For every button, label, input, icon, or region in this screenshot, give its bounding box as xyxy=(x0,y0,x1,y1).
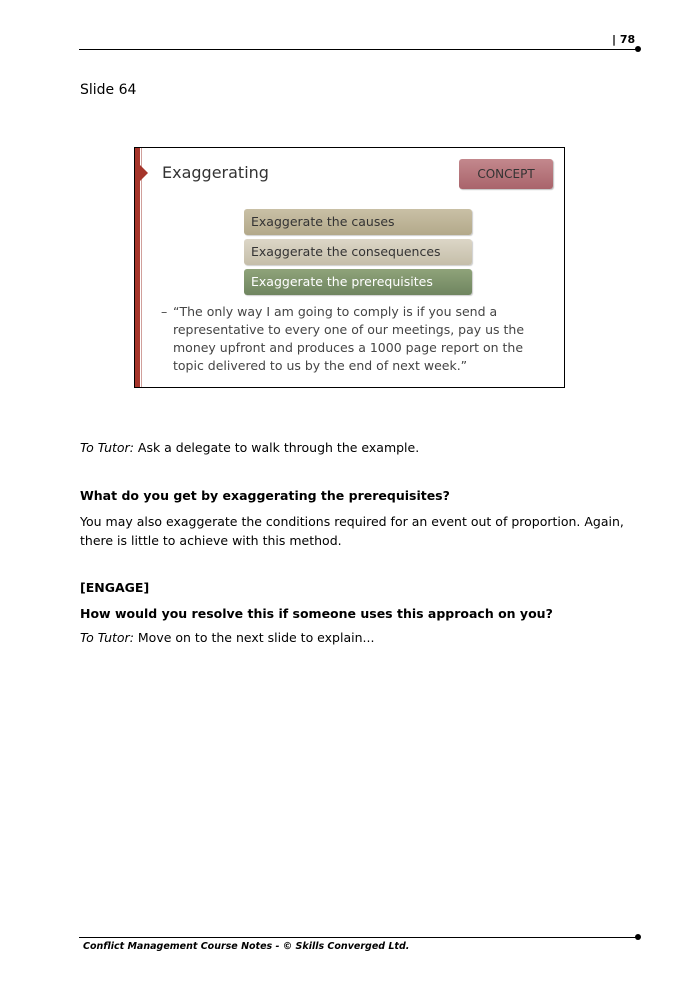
slide-quote xyxy=(161,303,551,375)
slide-accent-bar xyxy=(135,148,140,387)
option-prerequisites: Exaggerate the prerequisites xyxy=(244,269,472,295)
rule-dot xyxy=(635,934,641,940)
footer-rule xyxy=(79,937,637,938)
tutor-label: To Tutor: xyxy=(80,630,134,645)
footer-text: Conflict Management Course Notes - © Skills Converged Ltd. xyxy=(83,941,410,952)
option-consequences: Exaggerate the consequences xyxy=(244,239,472,265)
tutor-note-1 xyxy=(80,438,640,457)
tutor-label: To Tutor: xyxy=(80,440,134,455)
slide-thumbnail xyxy=(134,147,565,388)
rule-dot xyxy=(635,46,641,52)
slide-arrow-icon xyxy=(140,165,148,181)
quote-text: “The only way I am going to comply is if you send a representative to every one of our meetings, pay us the money upfront and produces a 1000 page report on the topic delivered to us by the end of next week.” xyxy=(173,304,525,373)
question-1: What do you get by exaggerating the prerequisites? xyxy=(80,488,450,503)
engage-label: [ENGAGE] xyxy=(80,580,150,595)
tutor-text: Move on to the next slide to explain... xyxy=(133,630,375,645)
paragraph-1: You may also exaggerate the conditions required for an event out of proportion. Again, there is little to achieve with this method. xyxy=(80,514,624,548)
quote-dash: – xyxy=(161,304,168,319)
question-2: How would you resolve this if someone uses this approach on you? xyxy=(80,606,553,621)
concept-badge: CONCEPT xyxy=(459,159,553,189)
slide-heading: Slide 64 xyxy=(80,82,137,98)
page-number: | 78 xyxy=(612,33,636,46)
slide-title: Exaggerating xyxy=(162,163,269,182)
tutor-note-2 xyxy=(80,628,640,647)
option-causes: Exaggerate the causes xyxy=(244,209,472,235)
header-rule xyxy=(79,49,637,50)
slide-accent-line xyxy=(141,148,142,387)
tutor-text: Ask a delegate to walk through the example. xyxy=(133,440,420,455)
